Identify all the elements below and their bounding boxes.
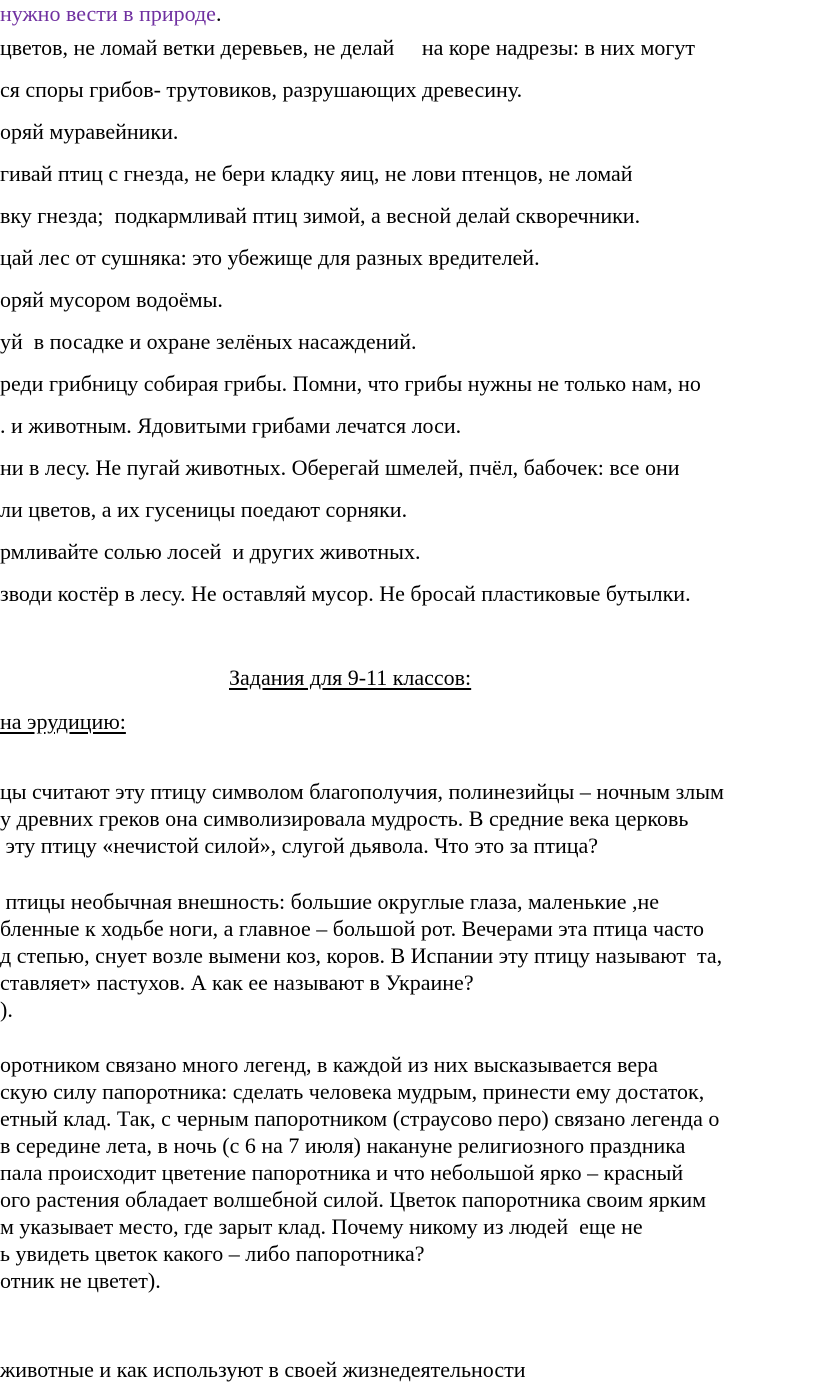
question-3-line: пала происходит цветение папоротника и что небольшой ярко – красный bbox=[0, 1160, 684, 1185]
rules-heading-text: нужно вести в природе bbox=[0, 1, 216, 26]
question-4-line: животные и как используют в своей жизнедеятельности bbox=[0, 1357, 526, 1382]
question-3-line: ь увидеть цветок какого – либо папоротника? bbox=[0, 1241, 425, 1266]
rule-line: зводи костёр в лесу. Не оставляй мусор. Не бросай пластиковые бутылки. bbox=[0, 581, 691, 606]
question-3-line: етный клад. Так, с черным папоротником (страусово перо) связано легенда о bbox=[0, 1106, 720, 1131]
question-3-line: отник не цветет). bbox=[0, 1268, 161, 1293]
rule-line: реди грибницу собирая грибы. Помни, что грибы нужны не только нам, но bbox=[0, 371, 701, 396]
rule-line: ли цветов, а их гусеницы поедают сорняки. bbox=[0, 497, 408, 522]
rules-heading bbox=[0, 1, 221, 27]
tasks-subheading: на эрудицию: bbox=[0, 709, 126, 734]
rule-line: оряй мусором водоёмы. bbox=[0, 287, 223, 312]
question-2-line: птицы необычная внешность: большие округлые глаза, маленькие ,не bbox=[0, 889, 660, 914]
rule-line: рмливайте солью лосей и других животных. bbox=[0, 539, 421, 564]
question-3-line: ого растения обладает волшебной силой. Цветок папоротника своим ярким bbox=[0, 1187, 707, 1212]
rule-line: ся споры грибов- трутовиков, разрушающих древесину. bbox=[0, 77, 523, 102]
rule-line: цай лес от сушняка: это убежище для разных вредителей. bbox=[0, 245, 540, 270]
rule-line: . и животным. Ядовитыми грибами лечатся лоси. bbox=[0, 413, 462, 438]
question-3-line: м указывает место, где зарыт клад. Почему никому из людей еще не bbox=[0, 1214, 643, 1239]
question-3-line: оротником связано много легенд, в каждой из них высказывается вера bbox=[0, 1052, 658, 1077]
question-2-line: ). bbox=[0, 997, 13, 1022]
question-2-line: д степью, снует возле вымени коз, коров. В Испании эту птицу называют та, bbox=[0, 943, 723, 968]
rule-line: уй в посадке и охране зелёных насаждений. bbox=[0, 329, 417, 354]
rule-line: ни в лесу. Не пугай животных. Оберегай шмелей, пчёл, бабочек: все они bbox=[0, 455, 680, 480]
rule-line: оряй муравейники. bbox=[0, 119, 179, 144]
question-2-line: бленные к ходьбе ноги, а главное – большой рот. Вечерами эта птица часто bbox=[0, 916, 704, 941]
rule-line: цветов, не ломай ветки деревьев, не делай на коре надрезы: в них могут bbox=[0, 35, 696, 60]
question-3-line: в середине лета, в ночь (с 6 на 7 июля) накануне религиозного праздника bbox=[0, 1133, 686, 1158]
rules-heading-tail: . bbox=[215, 1, 222, 26]
question-1-line: у древних греков она символизировала мудрость. В средние века церковь bbox=[0, 806, 689, 831]
question-2-line: ставляет» пастухов. А как ее называют в Украине? bbox=[0, 970, 474, 995]
rule-line: гивай птиц с гнезда, не бери кладку яиц, не лови птенцов, не ломай bbox=[0, 161, 633, 186]
question-1-line: цы считают эту птицу символом благополучия, полинезийцы – ночным злым bbox=[0, 779, 724, 804]
question-1-line: эту птицу «нечистой силой», слугой дьявола. Что это за птица? bbox=[0, 833, 599, 858]
tasks-heading: Задания для 9-11 классов: bbox=[229, 665, 472, 690]
rule-line: вку гнезда; подкармливай птиц зимой, а весной делай скворечники. bbox=[0, 203, 641, 228]
question-3-line: скую силу папоротника: сделать человека мудрым, принести ему достаток, bbox=[0, 1079, 705, 1104]
